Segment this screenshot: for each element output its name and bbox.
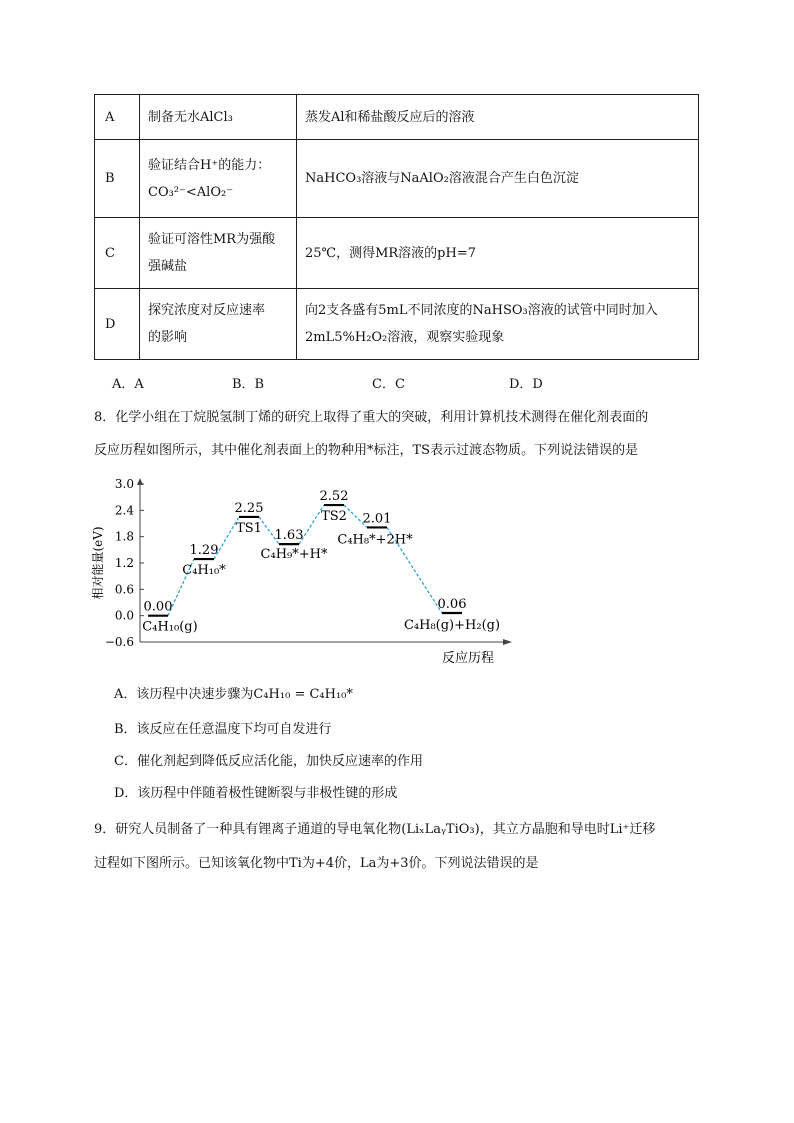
row-purpose-line: 验证可溶性MR为强酸 — [148, 232, 276, 247]
energy-value-label: 2.52 — [319, 489, 349, 505]
choice-a[interactable]: A．A — [112, 377, 144, 392]
y-tick-label: −0.6 — [104, 635, 134, 649]
table-row — [95, 218, 699, 289]
y-tick-label: 0.0 — [114, 608, 134, 623]
choice-b[interactable]: B．B — [232, 377, 265, 392]
energy-value-label: 0.06 — [437, 597, 467, 613]
energy-diagram — [88, 470, 518, 670]
experiment-table — [94, 94, 699, 360]
row-operation: NaHCO₃溶液与NaAlO₂溶液混合产生白色沉淀 — [297, 140, 699, 218]
species-label: TS1 — [236, 520, 262, 536]
row-purpose: 制备无水AlCl₃ — [140, 95, 297, 140]
option-a[interactable]: A．该历程中决速步骤为C₄H₁₀ = C₄H₁₀* — [114, 687, 353, 702]
row-purpose — [140, 289, 297, 360]
row-operation: 蒸发Al和稀盐酸反应后的溶液 — [297, 95, 699, 140]
row-purpose — [140, 218, 297, 289]
option-b[interactable]: B．该反应在任意温度下均可自发进行 — [114, 722, 332, 737]
species-label: TS2 — [321, 509, 347, 525]
row-operation-line: 向2支各盛有5mL不同浓度的NaHSO₃溶液的试管中同时加入 — [305, 303, 658, 318]
y-tick-label: 1.2 — [114, 556, 134, 570]
row-label: A — [95, 95, 140, 140]
y-tick-label: 3.0 — [114, 477, 134, 491]
question-8-line-1: 8．化学小组在丁烷脱氢制丁烯的研究上取得了重大的突破，利用计算机技术测得在催化剂表面的 — [94, 410, 649, 425]
row-purpose-line: CO₃²⁻<AlO₂⁻ — [148, 184, 234, 200]
row-operation — [297, 289, 699, 360]
row-purpose — [140, 140, 297, 218]
row-purpose-line: 验证结合H⁺的能力： — [148, 157, 271, 173]
table-row — [95, 289, 699, 360]
option-c[interactable]: C．催化剂起到降低反应活化能，加快反应速率的作用 — [114, 754, 423, 769]
y-tick-label: 1.8 — [114, 529, 134, 544]
row-purpose-line: 探究浓度对反应速率 — [148, 303, 266, 318]
choice-d[interactable]: D．D — [509, 377, 543, 392]
row-operation-line: 2mL5%H₂O₂溶液，观察实验现象 — [305, 330, 505, 345]
energy-value-label: 1.29 — [189, 543, 219, 559]
table-row — [95, 140, 699, 218]
y-tick-label: 2.4 — [114, 503, 134, 518]
row-label: D — [95, 289, 140, 360]
species-label: C₄H₈(g)+H₂(g) — [403, 618, 501, 634]
energy-value-label: 0.00 — [143, 599, 173, 615]
species-label: C₄H₉*+H* — [260, 547, 328, 563]
option-d[interactable]: D．该历程中伴随着极性键断裂与非极性键的形成 — [114, 786, 398, 801]
x-axis-arrow — [503, 639, 512, 645]
energy-value-label: 1.63 — [274, 528, 304, 544]
question-9-line-1: 9．研究人员制备了一种具有锂离子通道的导电氧化物(LiₓLaᵧTiO₃)，其立方晶胞和导电时Li⁺迁移 — [94, 822, 656, 837]
question-9-line-2: 过程如下图所示。已知该氧化物中Ti为+4价，La为+3价。下列说法错误的是 — [94, 856, 539, 871]
energy-value-label: 2.25 — [234, 500, 264, 516]
y-axis-label: 相对能量(eV) — [91, 526, 105, 600]
x-axis-label: 反应历程 — [441, 651, 495, 666]
energy-value-label: 2.01 — [362, 511, 392, 527]
species-label: C₄H₈*+2H* — [337, 532, 413, 548]
species-label: C₄H₁₀* — [182, 563, 226, 579]
row-purpose-line: 强碱盐 — [148, 259, 188, 274]
question-8-line-2: 反应历程如图所示，其中催化剂表面上的物种用*标注，TS表示过渡态物质。下列说法错误的是 — [94, 443, 639, 458]
table-row — [95, 95, 699, 140]
y-tick-label: 0.6 — [114, 582, 134, 597]
row-purpose-line: 的影响 — [148, 330, 188, 345]
row-label: B — [95, 140, 140, 218]
row-operation: 25℃，测得MR溶液的pH=7 — [297, 218, 699, 289]
species-label: C₄H₁₀(g) — [142, 619, 198, 635]
choice-c[interactable]: C．C — [372, 377, 405, 392]
row-label: C — [95, 218, 140, 289]
